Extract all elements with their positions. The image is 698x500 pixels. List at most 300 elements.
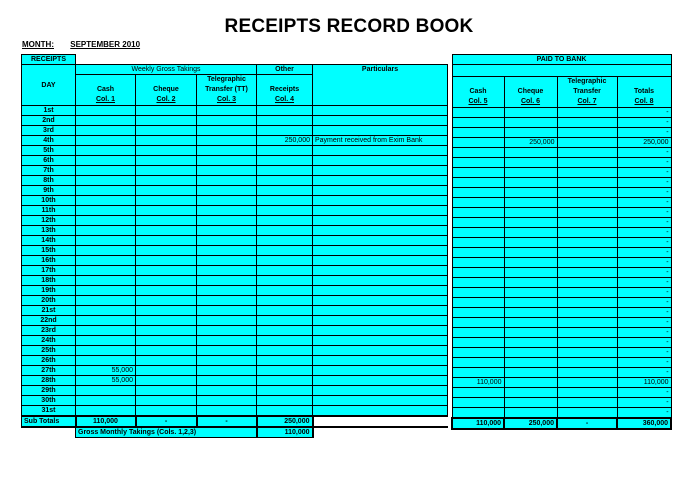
bank-cash-cell: [452, 398, 504, 408]
day-cell: 22nd: [22, 316, 76, 326]
cash-cell: [76, 296, 136, 306]
particulars-cell: [313, 196, 448, 206]
cash-cell: [76, 226, 136, 236]
subtotal-cash: 110,000: [76, 416, 136, 427]
bank-cash-cell: [452, 308, 504, 318]
cheque-cell: [136, 296, 197, 306]
bank-tt-cell: [557, 128, 617, 138]
table-row: [452, 408, 671, 419]
subtotal-other: 250,000: [257, 416, 313, 427]
cash-cell: [76, 276, 136, 286]
day-cell: 27th: [22, 366, 76, 376]
receipts-table: [21, 54, 448, 438]
tt-cell: [197, 156, 257, 166]
table-row: [22, 336, 448, 346]
bank-tt-cell: [557, 358, 617, 368]
tt-cell: [197, 326, 257, 336]
particulars-cell: [313, 286, 448, 296]
bank-cash-cell: [452, 288, 504, 298]
paid-header: PAID TO BANK: [452, 55, 671, 65]
table-row: [452, 208, 671, 218]
cheque-cell: [136, 176, 197, 186]
particulars-cell: [313, 356, 448, 366]
bank-cheque-cell: [504, 368, 557, 378]
table-row: [452, 258, 671, 268]
bank-cash-cell: [452, 118, 504, 128]
table-row: [452, 198, 671, 208]
bank-tt-cell: [557, 188, 617, 198]
bank-tt-cell: [557, 408, 617, 419]
bank-cash-cell: [452, 358, 504, 368]
cheque-cell: [136, 136, 197, 146]
table-row: [452, 228, 671, 238]
bank-cheque-cell: [504, 148, 557, 158]
bank-total-cell: 110,000: [617, 378, 671, 388]
tt-cell: [197, 286, 257, 296]
bank-cheque-cell: [504, 238, 557, 248]
particulars-cell: [313, 306, 448, 316]
cash-cell: [76, 246, 136, 256]
month-label: MONTH:: [22, 40, 54, 49]
bank-total-cell: -: [617, 298, 671, 308]
table-row: [22, 286, 448, 296]
cash-cell: [76, 396, 136, 406]
bank-cheque-cell: [504, 288, 557, 298]
bank-tt-cell: [557, 108, 617, 118]
table-row: [452, 298, 671, 308]
table-row: [452, 118, 671, 128]
tt-cell: [197, 246, 257, 256]
other-receipts-cell: [257, 296, 313, 306]
day-cell: 13th: [22, 226, 76, 236]
cash-cell: [76, 176, 136, 186]
cheque-cell: [136, 366, 197, 376]
day-cell: 31st: [22, 406, 76, 417]
particulars-cell: [313, 236, 448, 246]
table-row: [22, 256, 448, 266]
bank-total-cell: -: [617, 328, 671, 338]
cheque-cell: [136, 396, 197, 406]
particulars-cell: [313, 116, 448, 126]
bank-cheque-cell: [504, 168, 557, 178]
day-cell: 18th: [22, 276, 76, 286]
tt-cell: [197, 406, 257, 417]
bank-tt-cell: [557, 138, 617, 148]
table-row: [452, 248, 671, 258]
table-row: [22, 366, 448, 376]
day-cell: 24th: [22, 336, 76, 346]
bank-total-cell: -: [617, 208, 671, 218]
bank-total-cell: -: [617, 318, 671, 328]
weekly-header: Weekly Gross Takings: [76, 65, 257, 75]
table-row: [22, 196, 448, 206]
tt-cell: [197, 226, 257, 236]
other-receipts-cell: [257, 336, 313, 346]
table-row: [22, 226, 448, 236]
other-receipts-cell: [257, 116, 313, 126]
tt-cell: [197, 266, 257, 276]
tt-cell: [197, 296, 257, 306]
tt-cell: [197, 236, 257, 246]
col5-header: Cash Col. 5: [452, 77, 504, 108]
bank-total-cell: -: [617, 178, 671, 188]
particulars-cell: [313, 176, 448, 186]
particulars-header: Particulars: [313, 65, 448, 106]
bank-cash-cell: [452, 408, 504, 419]
bank-tt-cell: [557, 368, 617, 378]
cash-cell: [76, 356, 136, 366]
bank-tt-cell: [557, 168, 617, 178]
bank-tt-cell: [557, 228, 617, 238]
bank-cheque-cell: [504, 248, 557, 258]
bank-total-cell: -: [617, 348, 671, 358]
bank-cheque-cell: [504, 268, 557, 278]
cheque-cell: [136, 306, 197, 316]
subtotals-label: Sub Totals: [22, 416, 76, 427]
day-cell: 17th: [22, 266, 76, 276]
day-cell: 3rd: [22, 126, 76, 136]
bank-cheque-cell: [504, 198, 557, 208]
bank-tt-cell: [557, 268, 617, 278]
bank-tt-cell: [557, 398, 617, 408]
table-row: [452, 238, 671, 248]
tt-cell: [197, 306, 257, 316]
tt-cell: [197, 136, 257, 146]
cash-cell: [76, 216, 136, 226]
other-receipts-cell: [257, 286, 313, 296]
table-row: [452, 128, 671, 138]
particulars-cell: [313, 326, 448, 336]
tt-cell: [197, 146, 257, 156]
cash-cell: [76, 346, 136, 356]
particulars-cell: [313, 186, 448, 196]
bank-tt-cell: [557, 348, 617, 358]
particulars-cell: Payment received from Exim Bank: [313, 136, 448, 146]
cash-cell: [76, 236, 136, 246]
subtotal-tt: -: [197, 416, 257, 427]
table-row: [22, 396, 448, 406]
bank-cheque-cell: [504, 308, 557, 318]
particulars-cell: [313, 276, 448, 286]
tt-cell: [197, 176, 257, 186]
cheque-cell: [136, 386, 197, 396]
bank-total-cell: -: [617, 148, 671, 158]
other-receipts-cell: [257, 236, 313, 246]
cheque-cell: [136, 356, 197, 366]
bank-cheque-cell: [504, 298, 557, 308]
day-cell: 23rd: [22, 326, 76, 336]
other-receipts-cell: [257, 166, 313, 176]
table-row: [22, 186, 448, 196]
tt-cell: [197, 126, 257, 136]
cheque-cell: [136, 316, 197, 326]
table-row: [22, 346, 448, 356]
bank-tt-cell: [557, 158, 617, 168]
cheque-cell: [136, 276, 197, 286]
bank-total-cell: -: [617, 228, 671, 238]
table-row: [22, 296, 448, 306]
bank-cash-cell: [452, 238, 504, 248]
bank-tt-cell: [557, 258, 617, 268]
bank-cash-cell: [452, 328, 504, 338]
bank-tt-cell: [557, 238, 617, 248]
col3-header: Telegraphic Transfer (TT) Col. 3: [197, 75, 257, 106]
cash-cell: [76, 116, 136, 126]
particulars-cell: [313, 296, 448, 306]
bank-tt-cell: [557, 218, 617, 228]
bank-cheque-cell: [504, 128, 557, 138]
cash-cell: [76, 146, 136, 156]
day-cell: 12th: [22, 216, 76, 226]
table-row: [452, 288, 671, 298]
particulars-cell: [313, 256, 448, 266]
bank-cash-cell: [452, 148, 504, 158]
cash-cell: [76, 186, 136, 196]
bank-cash-cell: [452, 108, 504, 118]
particulars-cell: [313, 376, 448, 386]
cheque-cell: [136, 196, 197, 206]
bank-cash-cell: [452, 198, 504, 208]
col6-header: Cheque Col. 6: [504, 77, 557, 108]
cash-cell: [76, 306, 136, 316]
bank-cash-cell: [452, 368, 504, 378]
bank-cash-cell: [452, 208, 504, 218]
bank-total-cell: -: [617, 188, 671, 198]
bank-cheque-cell: [504, 118, 557, 128]
bank-total-cell: -: [617, 268, 671, 278]
cash-cell: [76, 406, 136, 417]
day-cell: 11th: [22, 206, 76, 216]
other-receipts-cell: [257, 316, 313, 326]
cheque-cell: [136, 286, 197, 296]
bank-cheque-cell: [504, 228, 557, 238]
bank-subtotals-row: [452, 418, 671, 429]
bank-total-cell: -: [617, 258, 671, 268]
cheque-cell: [136, 146, 197, 156]
bank-cheque-cell: [504, 188, 557, 198]
bank-cheque-cell: [504, 178, 557, 188]
bank-tt-cell: [557, 308, 617, 318]
particulars-cell: [313, 166, 448, 176]
bank-cheque-cell: [504, 258, 557, 268]
table-row: [452, 368, 671, 378]
bank-cheque-cell: [504, 328, 557, 338]
other-receipts-cell: [257, 146, 313, 156]
tt-cell: [197, 256, 257, 266]
table-row: [22, 216, 448, 226]
particulars-cell: [313, 146, 448, 156]
bank-total-cell: -: [617, 108, 671, 118]
table-row: [22, 106, 448, 116]
bank-subtotal-tt: -: [557, 418, 617, 429]
other-receipts-cell: [257, 276, 313, 286]
paid-to-bank-table: [451, 54, 672, 430]
bank-cheque-cell: [504, 278, 557, 288]
cheque-cell: [136, 156, 197, 166]
bank-cash-cell: [452, 138, 504, 148]
tt-cell: [197, 276, 257, 286]
table-row: [22, 146, 448, 156]
subtotal-blank: [313, 416, 448, 427]
particulars-cell: [313, 406, 448, 417]
cheque-cell: [136, 206, 197, 216]
cash-cell: [76, 386, 136, 396]
day-cell: 25th: [22, 346, 76, 356]
bank-cash-cell: [452, 318, 504, 328]
table-row: [22, 326, 448, 336]
bank-cash-cell: [452, 128, 504, 138]
other-receipts-cell: [257, 386, 313, 396]
day-cell: 14th: [22, 236, 76, 246]
other-header: Other: [257, 65, 313, 75]
cheque-cell: [136, 216, 197, 226]
table-row: [22, 206, 448, 216]
bank-total-cell: -: [617, 338, 671, 348]
month-value: SEPTEMBER 2010: [70, 40, 141, 49]
day-cell: 30th: [22, 396, 76, 406]
bank-cash-cell: 110,000: [452, 378, 504, 388]
day-cell: 16th: [22, 256, 76, 266]
bank-cash-cell: [452, 278, 504, 288]
table-row: [22, 156, 448, 166]
table-row: [452, 108, 671, 118]
bank-total-cell: -: [617, 248, 671, 258]
day-cell: 5th: [22, 146, 76, 156]
bank-cheque-cell: [504, 358, 557, 368]
day-cell: 1st: [22, 106, 76, 116]
bank-cheque-cell: [504, 158, 557, 168]
other-receipts-cell: [257, 376, 313, 386]
bank-cheque-cell: [504, 208, 557, 218]
gross-blank: [313, 427, 448, 438]
cheque-cell: [136, 236, 197, 246]
tt-cell: [197, 366, 257, 376]
bank-cash-cell: [452, 218, 504, 228]
col7-header: Telegraphic Transfer Col. 7: [557, 77, 617, 108]
col2-header: Cheque Col. 2: [136, 75, 197, 106]
cheque-cell: [136, 186, 197, 196]
cheque-cell: [136, 376, 197, 386]
bank-tt-cell: [557, 118, 617, 128]
bank-cash-cell: [452, 338, 504, 348]
bank-total-cell: -: [617, 118, 671, 128]
gross-label: Gross Monthly Takings (Cols. 1,2,3): [76, 427, 257, 438]
gross-pad: [22, 427, 76, 438]
other-receipts-cell: [257, 216, 313, 226]
cheque-cell: [136, 326, 197, 336]
subtotals-row: [22, 416, 448, 427]
table-row: [22, 376, 448, 386]
other-receipts-cell: [257, 186, 313, 196]
tt-cell: [197, 106, 257, 116]
cash-cell: [76, 166, 136, 176]
table-row: [22, 166, 448, 176]
month-line: [22, 40, 140, 49]
table-row: [452, 328, 671, 338]
gross-row: [22, 427, 448, 438]
other-receipts-cell: [257, 156, 313, 166]
bank-cash-cell: [452, 268, 504, 278]
tt-cell: [197, 216, 257, 226]
day-cell: 28th: [22, 376, 76, 386]
bank-total-cell: 250,000: [617, 138, 671, 148]
cash-cell: [76, 136, 136, 146]
tt-cell: [197, 196, 257, 206]
receipts-header: RECEIPTS: [22, 55, 76, 65]
bank-subtotal-cash: 110,000: [452, 418, 504, 429]
table-row: [22, 316, 448, 326]
table-row: [452, 358, 671, 368]
other-receipts-cell: [257, 266, 313, 276]
cheque-cell: [136, 116, 197, 126]
day-cell: 7th: [22, 166, 76, 176]
particulars-cell: [313, 106, 448, 116]
day-cell: 6th: [22, 156, 76, 166]
bank-tt-cell: [557, 208, 617, 218]
particulars-cell: [313, 216, 448, 226]
table-row: [22, 176, 448, 186]
table-row: [452, 348, 671, 358]
table-row: [22, 246, 448, 256]
particulars-cell: [313, 336, 448, 346]
cash-cell: [76, 126, 136, 136]
bank-cheque-cell: [504, 388, 557, 398]
bank-subtotal-total: 360,000: [617, 418, 671, 429]
cash-cell: [76, 106, 136, 116]
other-receipts-cell: [257, 176, 313, 186]
bank-tt-cell: [557, 178, 617, 188]
bank-cash-cell: [452, 188, 504, 198]
bank-total-cell: -: [617, 358, 671, 368]
bank-cash-cell: [452, 348, 504, 358]
table-row: [22, 386, 448, 396]
bank-tt-cell: [557, 378, 617, 388]
particulars-cell: [313, 366, 448, 376]
other-receipts-cell: [257, 366, 313, 376]
bank-cheque-cell: 250,000: [504, 138, 557, 148]
bank-cash-cell: [452, 228, 504, 238]
particulars-cell: [313, 346, 448, 356]
bank-cash-cell: [452, 258, 504, 268]
col4-header: Receipts Col. 4: [257, 75, 313, 106]
table-row: [452, 278, 671, 288]
tt-cell: [197, 356, 257, 366]
table-row: [452, 188, 671, 198]
cash-cell: [76, 326, 136, 336]
cheque-cell: [136, 256, 197, 266]
bank-total-cell: -: [617, 128, 671, 138]
tt-cell: [197, 396, 257, 406]
other-receipts-cell: [257, 396, 313, 406]
bank-cheque-cell: [504, 338, 557, 348]
tt-cell: [197, 316, 257, 326]
bank-cheque-cell: [504, 398, 557, 408]
cheque-cell: [136, 406, 197, 417]
bank-total-cell: -: [617, 408, 671, 419]
tt-cell: [197, 116, 257, 126]
bank-total-cell: -: [617, 308, 671, 318]
bank-cheque-cell: [504, 348, 557, 358]
cash-cell: 55,000: [76, 376, 136, 386]
cash-cell: [76, 266, 136, 276]
table-row: [452, 138, 671, 148]
cash-cell: [76, 196, 136, 206]
bank-total-cell: -: [617, 278, 671, 288]
day-cell: 2nd: [22, 116, 76, 126]
day-cell: 8th: [22, 176, 76, 186]
table-row: [22, 306, 448, 316]
bank-total-cell: -: [617, 198, 671, 208]
